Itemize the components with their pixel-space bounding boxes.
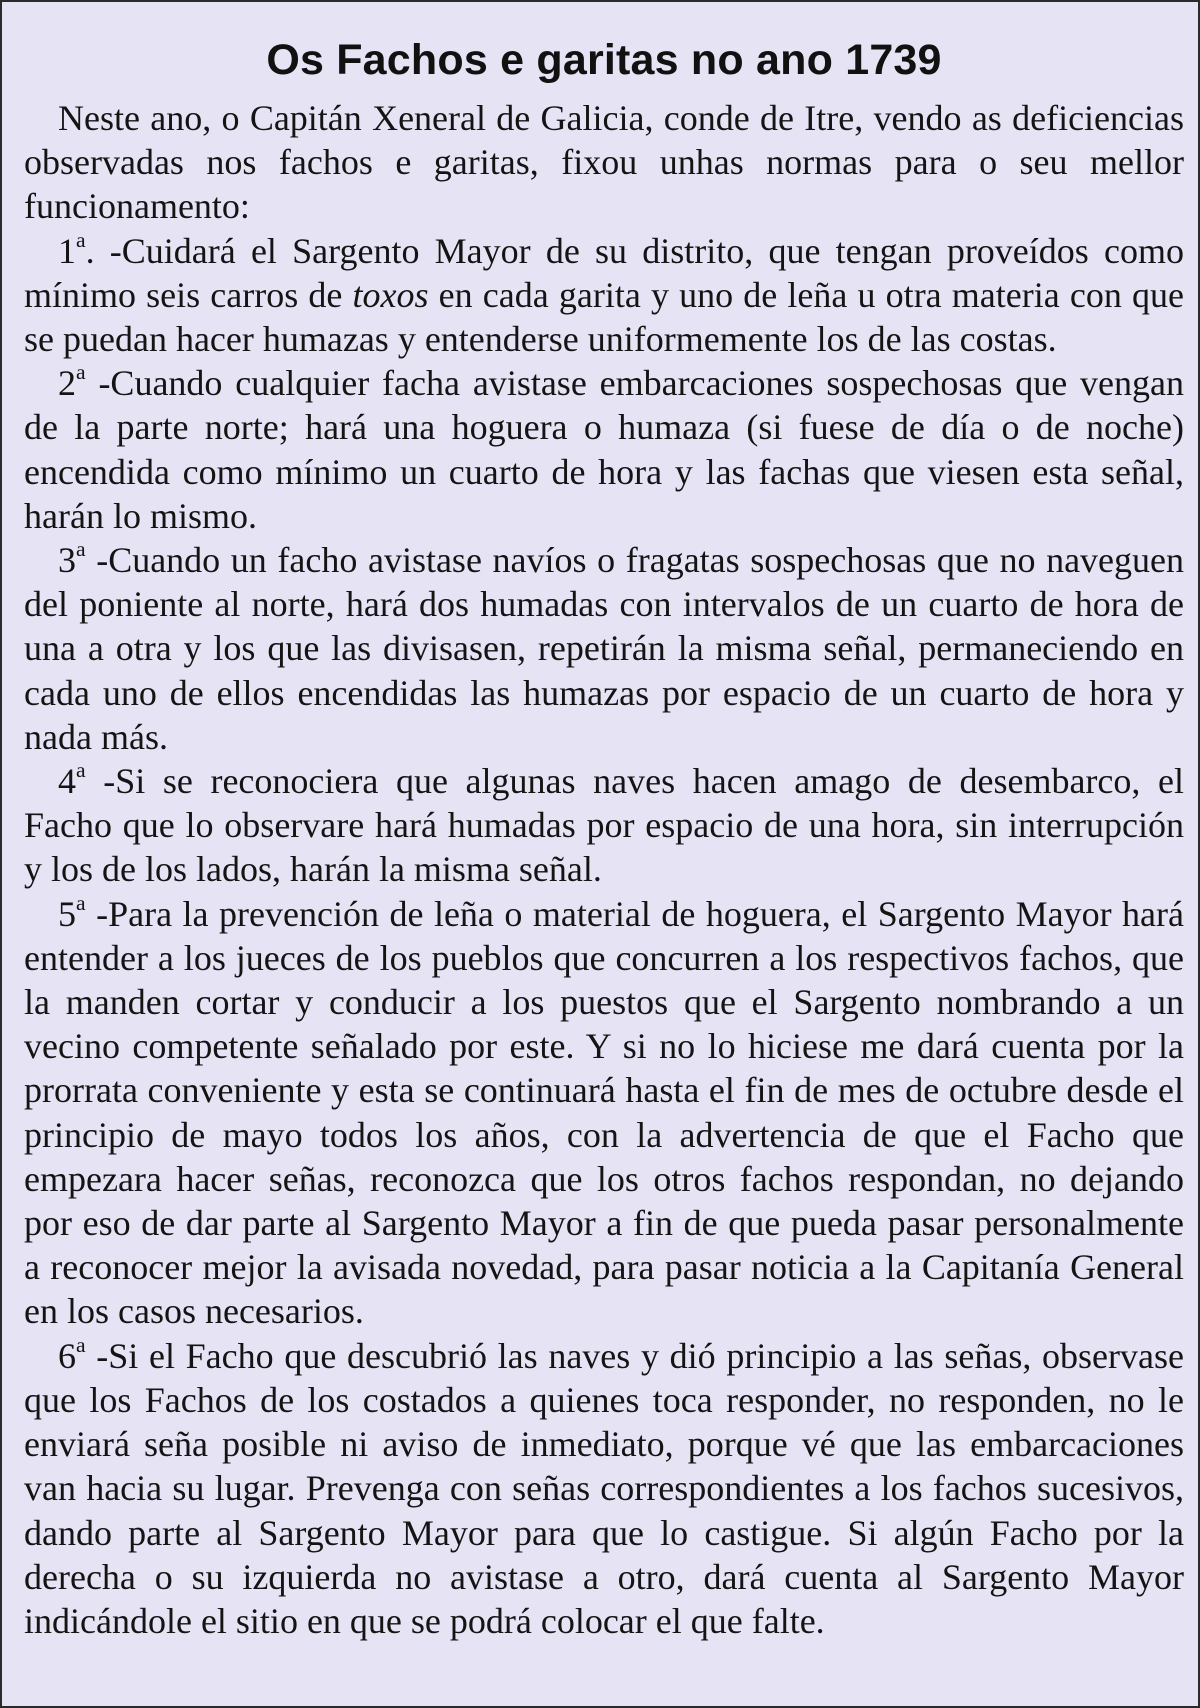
rule-emphasis: toxos: [352, 274, 429, 315]
rule-text-continued: en cada garita y uno de leña u otra materia con que se puedan hacer humazas y entenderse uniformemente los de las costas.: [24, 274, 1184, 360]
rule-number: 5$^a$: [58, 890, 86, 934]
rule-text: . -Cuidará el Sargento Mayor de su distrito, que tengan proveídos como mínimo seis carros de: [24, 230, 1184, 315]
rule-text: -Para la prevención de leña o material de hoguera, el Sargento Mayor hará entender a los jueces de los pueblos que concurren a los respectivos fachos, que la manden cortar y conducir a los puestos que el Sargento nombrando a un vecino competente señalado por este. Y si no lo hiciese me dará cuenta por la prorrata conveniente y esta se continuará hasta el fin de mes de octubre desde el principio de mayo todos los años, con la advertencia de que el Facho que empezara hacer señas, reconozca que los otros fachos respondan, no dejando por eso de dar parte al Sargento Mayor a fin de que pueda pasar personalmente a reconocer mejor la avisada novedad, para pasar noticia a la Capitanía General en los casos necesarios.: [24, 893, 1184, 1332]
document-body: [24, 96, 1184, 1643]
rule-paragraph-3: [24, 538, 1184, 759]
rule-number: 4$^a$: [58, 757, 86, 802]
rule-text: -Cuando cualquier facha avistase embarcaciones sospechosas que vengan de la parte norte; hará una hoguera o humaza (si fuese de día o de noche) encendida como mínimo un cuarto de hora y las fachas que viesen esta señal, harán lo mismo.: [24, 363, 1184, 536]
rule-paragraph-4: [24, 759, 1184, 892]
rule-number: 1$^a$: [58, 227, 86, 271]
rule-text: -Si se reconociera que algunas naves hacen amago de desembarco, el Facho que lo observare hará humadas por espacio de una hora, sin interrupción y los de los lados, harán la misma señal.: [24, 761, 1184, 890]
intro-paragraph: Neste ano, o Capitán Xeneral de Galicia, conde de Itre, vendo as deficiencias observadas nos fachos e garitas, fixou unhas normas para o seu mellor funcionamento:: [24, 98, 1184, 227]
rule-number: 6$^a$: [58, 1332, 86, 1376]
rule-text: -Cuando un facho avistase navíos o fragatas sospechosas que no naveguen del poniente al norte, hará dos humadas con intervalos de un cuarto de hora de una a otra y los que las divisasen, repetirán la misma señal, permaneciendo en cada uno de ellos encendidas las humazas por espacio de un cuarto de hora y nada más.: [24, 540, 1184, 757]
rule-paragraph-5: [24, 892, 1184, 1334]
document-title: Os Fachos e garitas no ano 1739: [266, 36, 942, 84]
rule-paragraph-2: [24, 361, 1184, 538]
rule-number: 3$^a$: [58, 536, 86, 581]
rule-paragraph-1: [24, 229, 1184, 362]
rule-paragraph-6: [24, 1334, 1184, 1643]
rule-text: -Si el Facho que descubrió las naves y dió principio a las señas, observase que los Fachos de los costados a quienes toca responder, no responden, no le enviará seña posible ni aviso de inmediato, porque vé que las embarcaciones van hacia su lugar. Prevenga con señas correspondientes a los fachos sucesivos, dando parte al Sargento Mayor para que lo castigue. Si algún Facho por la derecha o su izquierda no avistase a otro, dará cuenta al Sargento Mayor indicándole el sitio en que se podrá colocar el que falte.: [24, 1335, 1184, 1641]
rule-number: 2$^a$: [58, 360, 86, 404]
